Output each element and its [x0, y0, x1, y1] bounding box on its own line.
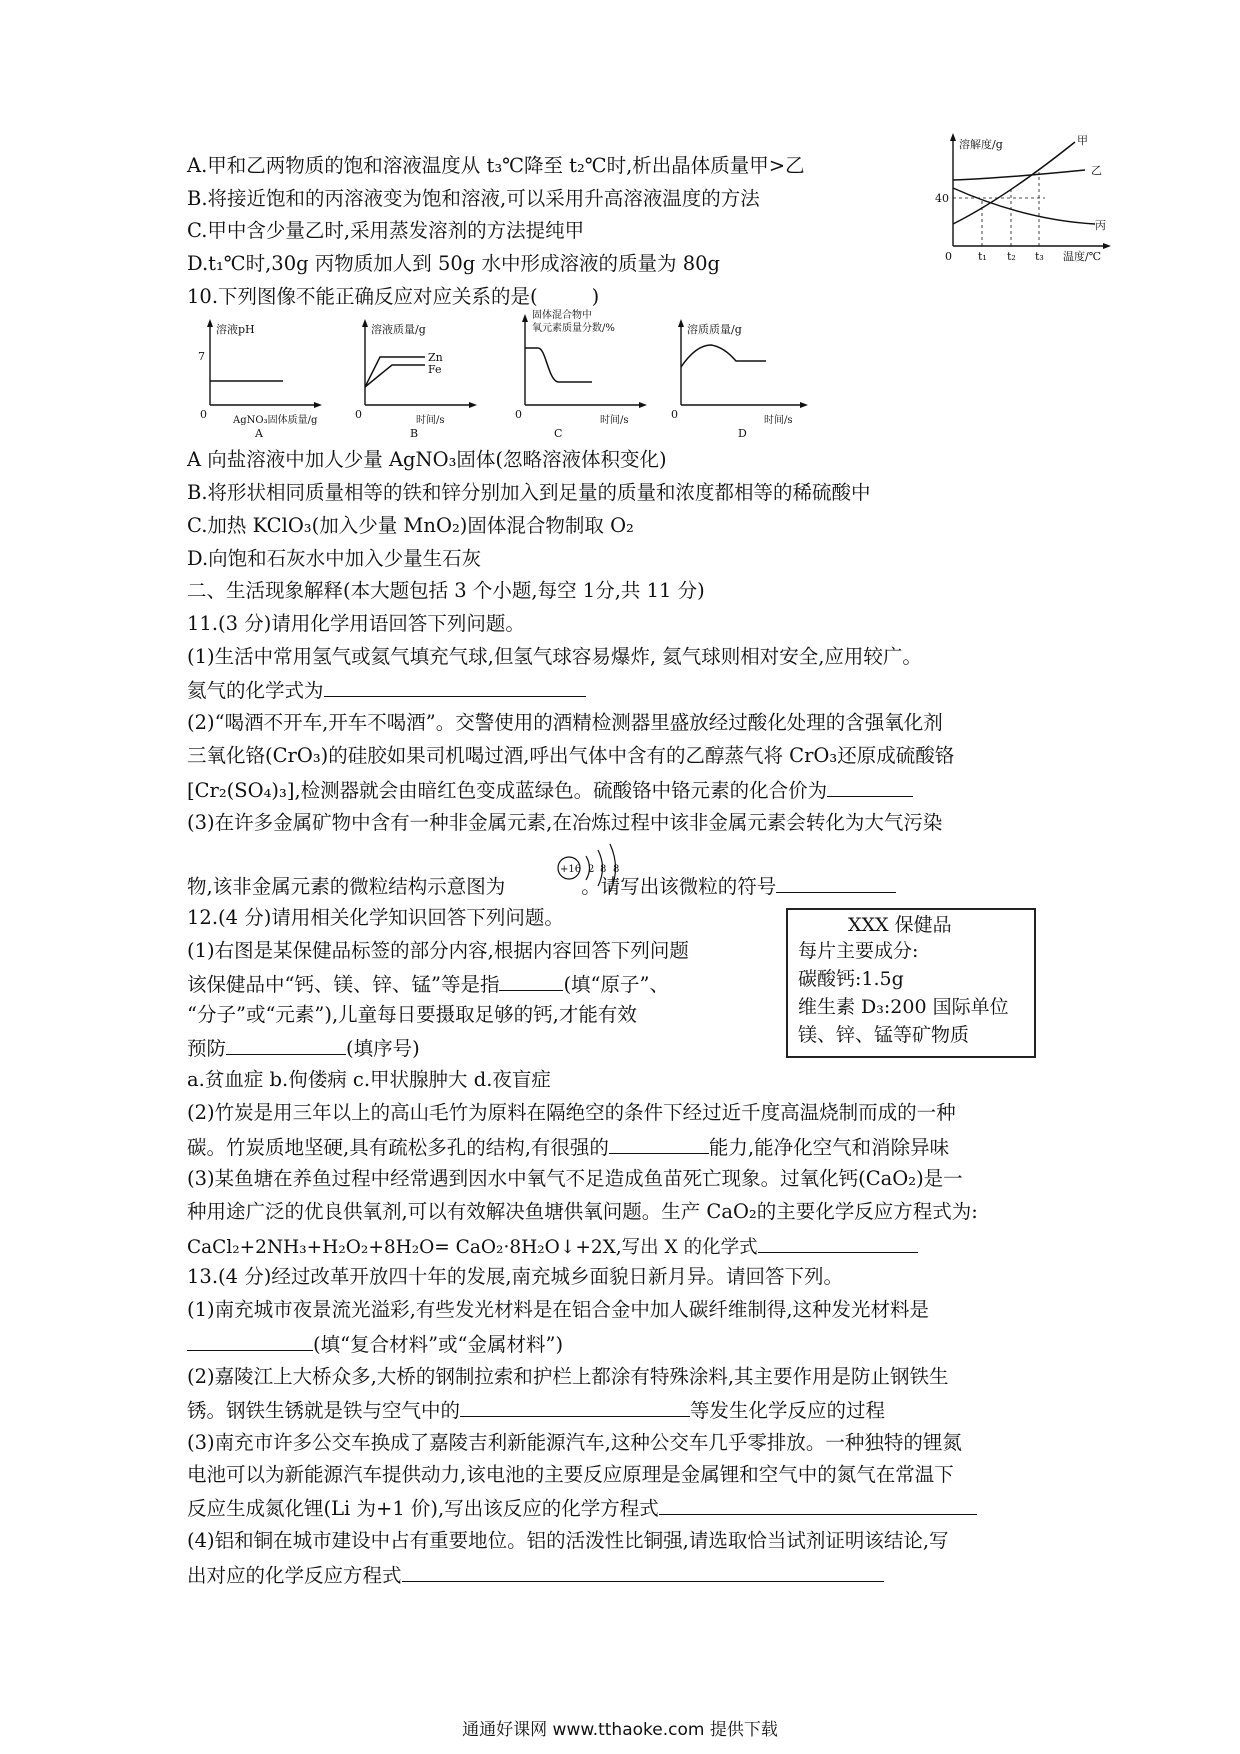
q10-option-c: C.加热 KClO₃(加入少量 MnO₂)固体混合物制取 O₂ [187, 514, 634, 537]
label-title: XXX 保健品 [848, 914, 952, 936]
shell-2-electrons: 8 [600, 864, 607, 875]
q13-stem: 13.(4 分)经过改革开放四十年的发展,南充城乡面貌日新月异。请回答下列。 [187, 1265, 844, 1288]
answer-blank[interactable] [827, 776, 913, 797]
graph-a-origin: 0 [200, 408, 207, 421]
graph-c-ylabel-1: 固体混合物中 [532, 310, 592, 321]
q12-p1-line4: 预防 (填序号) [187, 1034, 420, 1062]
graph-c-xlabel: 时间/s [600, 415, 629, 426]
curve-bing-label: 丙 [1095, 219, 1106, 232]
q13-p1-line1: (1)南充城市夜景流光溢彩,有些发光材料是在铝合金中加人碳纤维制得,这种发光材料是 [187, 1298, 930, 1321]
q11-stem: 11.(3 分)请用化学用语回答下列问题。 [187, 612, 525, 635]
graph-c-letter: C [554, 427, 563, 440]
answer-blank[interactable] [402, 1561, 884, 1582]
label-row-3: 维生素 D₃:200 国际单位 [798, 996, 1009, 1018]
q13-p4-line1: (4)铝和铜在城市建设中占有重要地位。铝的活泼性比铜强,请选取恰当试剂证明该结论,写 [187, 1529, 949, 1552]
q10-graph-d [666, 315, 816, 440]
graph-c-origin: 0 [515, 408, 522, 421]
q12-p1-line3: “分子”或“元素”),儿童每日要摄取足够的钙,才能有效 [187, 1003, 637, 1026]
q9-option-c: C.甲中含少量乙时,采用蒸发溶剂的方法提纯甲 [187, 219, 585, 242]
q13-p3-line1: (3)南充市许多公交车换成了嘉陵吉利新能源汽车,这种公交车几乎零排放。一种独特的锂氮 [187, 1431, 962, 1454]
tick-t1: t₁ [978, 250, 987, 263]
graph-b-xlabel: 时间/s [416, 415, 445, 426]
graph-d-line [681, 345, 766, 367]
label-row-1: 每片主要成分: [798, 940, 919, 962]
nucleus-charge: +16 [560, 864, 582, 875]
tick-t2: t₂ [1007, 250, 1016, 263]
solubility-origin: 0 [945, 250, 952, 263]
q10-graph-a [195, 315, 330, 440]
q12-p1-line1: (1)右图是某保健品标签的部分内容,根据内容回答下列问题 [187, 939, 689, 962]
q10-option-d: D.向饱和石灰水中加入少量生石灰 [187, 547, 482, 570]
solubility-y-tick: 40 [935, 192, 949, 205]
q13-p3-line3: 反应生成氮化锂(Li 为+1 价),写出该反应的化学方程式 [187, 1494, 977, 1522]
q11-p1-line2: 氦气的化学式为 [187, 676, 586, 704]
q10-option-a: A 向盐溶液中加人少量 AgNO₃固体(忽略溶液体积变化) [187, 448, 667, 471]
graph-d-letter: D [738, 427, 747, 440]
answer-blank[interactable] [776, 872, 896, 893]
q10-graph-c [510, 306, 660, 440]
answer-blank[interactable] [324, 676, 586, 697]
curve-yi [953, 170, 1085, 180]
solubility-graph [935, 128, 1125, 268]
label-row-4: 镁、锌、锰等矿物质 [798, 1024, 970, 1046]
graph-b-origin: 0 [355, 408, 362, 421]
label-row-2: 碳酸钙:1.5g [798, 968, 904, 990]
q12-p3-line3: CaCl₂+2NH₃+H₂O₂+8H₂O= CaO₂·8H₂O↓+2X,写出 X 的化学式 [187, 1232, 918, 1261]
graph-a-y-tick: 7 [198, 350, 205, 363]
solubility-xlabel: 温度/℃ [1063, 250, 1102, 263]
graph-b-fe-label: Fe [428, 363, 442, 376]
q12-p1-line2: 该保健品中“钙、镁、锌、锰”等是指 (填“原子”、 [187, 970, 669, 998]
supplement-label-box [786, 908, 1036, 1058]
graph-d-ylabel: 溶质质量/g [687, 323, 742, 336]
q12-p2-line1: (2)竹炭是用三年以上的高山毛竹为原料在隔绝空的条件下经过近千度高温烧制而成的一种 [187, 1101, 956, 1124]
page-footer: 通通好课网 www.tthaoke.com 提供下载 [462, 1720, 778, 1740]
q12-stem: 12.(4 分)请用相关化学知识回答下列问题。 [187, 906, 564, 929]
q11-p3-line1: (3)在许多金属矿物中含有一种非金属元素,在冶炼过程中该非金属元素会转化为大气污染 [187, 811, 943, 834]
q11-p2-line1: (2)“喝酒不开车,开车不喝酒”。交警使用的酒精检测器里盛放经过酸化处理的含强氧化剂 [187, 711, 943, 734]
graph-a-letter: A [255, 427, 263, 440]
q9-option-d: D.t₁℃时,30g 丙物质加人到 50g 水中形成溶液的质量为 80g [187, 252, 720, 275]
q10-graph-b [350, 315, 485, 440]
solubility-ylabel: 溶解度/g [959, 138, 1003, 151]
q12-p2-line2: 碳。竹炭质地坚硬,具有疏松多孔的结构,有很强的 能力,能净化空气和消除异味 [187, 1133, 949, 1161]
q13-p2-line1: (2)嘉陵江上大桥众多,大桥的钢制拉索和护栏上都涂有特殊涂料,其主要作用是防止钢铁生 [187, 1365, 949, 1388]
q13-p1-line2: (填“复合材料”或“金属材料”) [187, 1330, 563, 1358]
q13-p2-line2: 锈。钢铁生锈就是铁与空气中的 等发生化学反应的过程 [187, 1396, 885, 1424]
q11-p3-line2: 物,该非金属元素的微粒结构示意图为 。请写出该微粒的符号 [187, 872, 896, 900]
curve-yi-label: 乙 [1091, 164, 1102, 177]
q13-p3-line2: 电池可以为新能源汽车提供动力,该电池的主要反应原理是金属锂和空气中的氮气在常温下 [187, 1463, 954, 1486]
q12-choices: a.贫血症 b.佝偻病 c.甲状腺肿大 d.夜盲症 [187, 1068, 551, 1091]
graph-a-ylabel: 溶液pH [216, 323, 255, 336]
graph-b-zn-label: Zn [428, 351, 443, 364]
graph-d-xlabel: 时间/s [764, 415, 793, 426]
shell-3-electrons: 8 [613, 864, 620, 875]
q11-p1-line1: (1)生活中常用氢气或氦气填充气球,但氢气球容易爆炸, 氦气球则相对安全,应用较广。 [187, 645, 922, 668]
q13-p4-line2: 出对应的化学反应方程式 [187, 1561, 884, 1589]
q9-option-a: A.甲和乙两物质的饱和溶液温度从 t₃℃降至 t₂℃时,析出晶体质量甲>乙 [187, 154, 805, 177]
q10-option-b: B.将形状相同质量相等的铁和锌分别加入到足量的质量和浓度都相等的稀硫酸中 [187, 481, 871, 504]
answer-blank[interactable] [226, 1034, 346, 1055]
graph-b-ylabel: 溶液质量/g [371, 323, 426, 336]
graph-a-xlabel: AgNO₃固体质量/g [233, 415, 318, 426]
graph-c-ylabel-2: 氧元素质量分数/% [532, 323, 615, 334]
ion-structure-diagram [555, 838, 633, 896]
graph-b-zn-line [365, 357, 425, 387]
curve-jia-label: 甲 [1077, 134, 1088, 147]
answer-blank[interactable] [187, 1330, 313, 1351]
q9-option-b: B.将接近饱和的丙溶液变为饱和溶液,可以采用升高溶液温度的方法 [187, 187, 760, 210]
q12-p3-line2: 种用途广泛的优良供氧剂,可以有效解决鱼塘供氧问题。生产 CaO₂的主要化学反应方程式为: [187, 1200, 978, 1223]
section-heading: 二、生活现象解释(本大题包括 3 个小题,每空 1分,共 11 分) [187, 579, 705, 602]
graph-c-line [525, 348, 592, 382]
curve-bing [953, 188, 1095, 224]
q10-stem: 10.下列图像不能正确反应对应关系的是( ) [187, 285, 600, 308]
q12-p3-line1: (3)某鱼塘在养鱼过程中经常遇到因水中氧气不足造成鱼苗死亡现象。过氧化钙(CaO₂)是一 [187, 1167, 963, 1190]
answer-blank[interactable] [659, 1494, 977, 1515]
answer-blank[interactable] [499, 970, 563, 991]
answer-blank[interactable] [609, 1133, 709, 1154]
answer-blank[interactable] [758, 1232, 918, 1253]
q11-p2-line3: [Cr₂(SO₄)₃],检测器就会由暗红色变成蓝绿色。硫酸铬中铬元素的化合价为 [187, 776, 913, 804]
shell-1-electrons: 2 [588, 864, 595, 875]
graph-b-letter: B [410, 427, 419, 440]
tick-t3: t₃ [1035, 250, 1044, 263]
graph-d-origin: 0 [671, 408, 678, 421]
answer-blank[interactable] [460, 1396, 690, 1417]
curve-jia [953, 142, 1075, 224]
q11-p2-line2: 三氧化铬(CrO₃)的硅胶如果司机喝过酒,呼出气体中含有的乙醇蒸气将 CrO₃还原成硫酸铬 [187, 744, 955, 767]
